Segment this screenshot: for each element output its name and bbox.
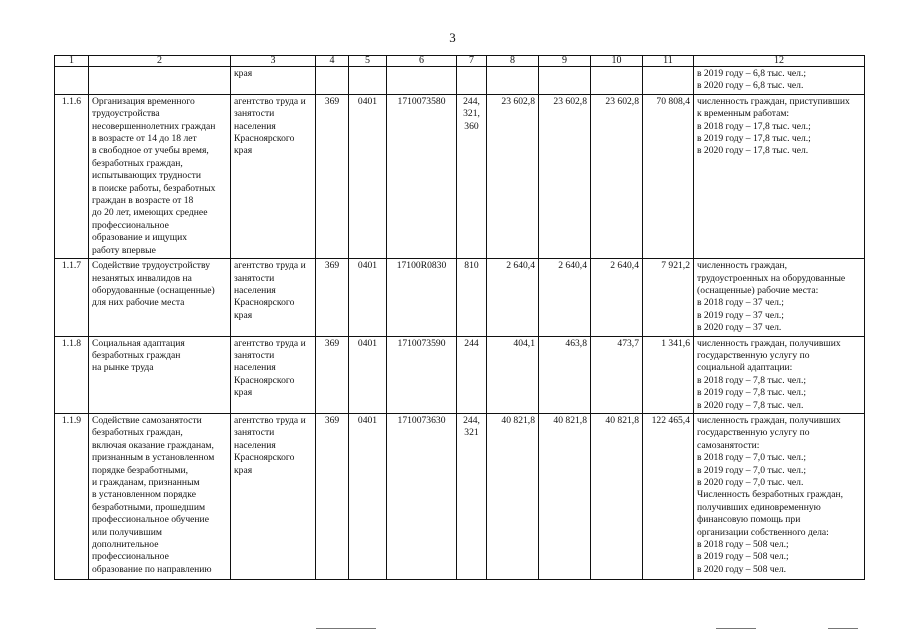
cell-amount-2019: 463,8 — [539, 336, 591, 413]
text-line: незанятых инвалидов на — [92, 272, 192, 284]
text-line: в 2019 году – 508 чел.; — [697, 551, 789, 563]
text-line: края — [234, 387, 253, 399]
cell-agency: края — [231, 67, 316, 95]
column-number-11: 11 — [643, 56, 694, 67]
text-line: безработных граждан, — [92, 157, 183, 169]
text-line: агентство труда и — [234, 95, 306, 107]
text-line: граждан в возрасте от 18 — [92, 195, 194, 207]
cell-code-section: 0401 — [349, 94, 387, 258]
cell-code-type — [457, 336, 487, 413]
text-line: (оснащенные) рабочие места: — [697, 284, 819, 296]
continuation-row — [55, 67, 865, 95]
column-number-3: 3 — [231, 56, 316, 67]
cell-amount-2018: 404,1 — [487, 336, 539, 413]
cell-amount-2020: 473,7 — [591, 336, 643, 413]
text-line: Социальная адаптация — [92, 337, 185, 349]
cell-code-section: 0401 — [349, 336, 387, 413]
cell-amount-2018: 2 640,4 — [487, 259, 539, 336]
text-line: безработных граждан — [92, 349, 181, 361]
text-line: в 2020 году – 7,8 тыс. чел. — [697, 399, 804, 411]
budget-table — [54, 55, 865, 580]
text-line: населения — [234, 439, 276, 451]
text-line: агентство труда и — [234, 414, 306, 426]
cell-indicator — [694, 94, 865, 258]
cell-amount-total: 7 921,2 — [643, 259, 694, 336]
text-line: Содействие самозанятости — [92, 414, 202, 426]
cell-agency — [231, 413, 316, 579]
text-line: социальной адаптации: — [697, 362, 793, 374]
text-line: 244, — [463, 95, 480, 107]
text-line: оборудованные (оснащенные) — [92, 284, 215, 296]
table-row — [55, 413, 865, 579]
text-line: испытывающих трудности — [92, 170, 201, 182]
cell-activity-name — [89, 336, 231, 413]
text-line: в 2019 году – 37 чел.; — [697, 309, 784, 321]
cell-amount-2020: 2 640,4 — [591, 259, 643, 336]
text-line: занятости — [234, 272, 275, 284]
text-line: профессиональное — [92, 219, 169, 231]
column-number-5: 5 — [349, 56, 387, 67]
text-line: в 2020 году – 17,8 тыс. чел. — [697, 145, 809, 157]
text-line: для них рабочие места — [92, 297, 185, 309]
table-row — [55, 336, 865, 413]
text-line: профессиональное обучение — [92, 514, 209, 526]
text-line: или получившим — [92, 526, 162, 538]
text-line: образование по направлению — [92, 563, 212, 575]
text-line: в 2020 году – 7,0 тыс. чел. — [697, 477, 804, 488]
cell-code-target: 1710073630 — [387, 413, 457, 579]
page-number: 3 — [449, 30, 456, 45]
text-line: порядке безработными, — [92, 464, 189, 476]
table-row — [55, 259, 865, 336]
text-line: края — [234, 145, 253, 157]
text-line: в 2019 году – 17,8 тыс. чел.; — [697, 133, 811, 145]
text-line: численность граждан, получивших — [697, 337, 841, 349]
cell-amount-2020: 23 602,8 — [591, 94, 643, 258]
text-line: 244 — [464, 337, 479, 349]
text-line: в 2020 году – 37 чел. — [697, 322, 782, 334]
cell-code-type — [457, 259, 487, 336]
text-line: 244, — [463, 414, 480, 426]
text-line: 360 — [464, 120, 479, 132]
cell-col-9 — [539, 67, 591, 95]
text-line: несовершеннолетних граждан — [92, 120, 216, 132]
cell-agency — [231, 336, 316, 413]
cell-col-4 — [316, 67, 349, 95]
text-line: 810 — [464, 260, 479, 272]
text-line: населения — [234, 284, 276, 296]
text-line: профессиональное — [92, 551, 169, 563]
text-line: численность граждан, — [697, 260, 788, 272]
text-line: в установленном порядке — [92, 489, 196, 501]
cell-code-grbs: 369 — [316, 259, 349, 336]
text-line: к временным работам: — [697, 108, 790, 120]
cell-indicator — [694, 336, 865, 413]
cell-amount-total: 122 465,4 — [643, 413, 694, 579]
text-line: на рынке труда — [92, 362, 154, 374]
cell-indicator — [694, 67, 865, 95]
text-line: получивших единовременную — [697, 501, 821, 513]
text-line: работу впервые — [92, 244, 156, 256]
table-row — [55, 94, 865, 258]
cell-code-type — [457, 413, 487, 579]
cell-item-number: 1.1.8 — [55, 336, 89, 413]
text-line: Красноярского — [234, 297, 295, 309]
text-line: в 2018 году – 17,8 тыс. чел.; — [697, 120, 811, 132]
text-line: в 2018 году – 7,8 тыс. чел.; — [697, 374, 807, 386]
cell-amount-2018: 23 602,8 — [487, 94, 539, 258]
text-line: трудоустройства — [92, 108, 160, 120]
text-line: Красноярского — [234, 452, 295, 464]
cell-code-section: 0401 — [349, 413, 387, 579]
text-line: населения — [234, 362, 276, 374]
cell-amount-2018: 40 821,8 — [487, 413, 539, 579]
text-line: в 2019 году – 7,0 тыс. чел.; — [697, 464, 807, 476]
column-number-10: 10 — [591, 56, 643, 67]
text-line: государственную услугу по — [697, 349, 810, 361]
text-line: Организация временного — [92, 95, 195, 107]
column-number-row — [55, 56, 865, 67]
text-line: финансовую помощь при — [697, 514, 801, 526]
cell-code-target: 17100R0830 — [387, 259, 457, 336]
cell-indicator — [694, 413, 865, 579]
text-line: самозанятости: — [697, 439, 760, 451]
text-line: численность граждан, приступивших — [697, 95, 850, 107]
text-line: безработных граждан, — [92, 427, 183, 439]
text-line: занятости — [234, 108, 275, 120]
text-line: трудоустроенных на оборудованные — [697, 272, 846, 284]
cell-item-number: 1.1.9 — [55, 413, 89, 579]
cell-amount-2020: 40 821,8 — [591, 413, 643, 579]
column-number-12: 12 — [694, 56, 865, 67]
text-line: населения — [234, 120, 276, 132]
column-number-7: 7 — [457, 56, 487, 67]
cell-indicator — [694, 259, 865, 336]
column-number-6: 6 — [387, 56, 457, 67]
text-line: края — [234, 309, 253, 321]
text-line: численность граждан, получивших — [697, 414, 841, 426]
cell-amount-2019: 2 640,4 — [539, 259, 591, 336]
cell-activity-name — [89, 94, 231, 258]
text-line: Численность безработных граждан, — [697, 489, 843, 501]
cell-activity-name — [89, 413, 231, 579]
text-line: агентство труда и — [234, 337, 306, 349]
cell-activity-name — [89, 259, 231, 336]
text-line: Содействие трудоустройству — [92, 260, 210, 272]
text-line: в поиске работы, безработных — [92, 182, 216, 194]
text-line: в 2019 году – 7,8 тыс. чел.; — [697, 387, 807, 399]
cell-col-11 — [643, 67, 694, 95]
text-line: государственную услугу по — [697, 427, 810, 439]
cell-name — [89, 67, 231, 95]
text-line: образование и ищущих — [92, 232, 188, 244]
text-line: в возрасте от 14 до 18 лет — [92, 133, 197, 145]
text-line: 321, — [463, 108, 480, 120]
cell-code-section: 0401 — [349, 259, 387, 336]
column-number-9: 9 — [539, 56, 591, 67]
text-line: агентство труда и — [234, 260, 306, 272]
cell-code-type — [457, 94, 487, 258]
text-line: и гражданам, признанным — [92, 477, 200, 488]
text-line: 321 — [464, 427, 479, 439]
cell-col-8 — [487, 67, 539, 95]
column-number-2: 2 — [89, 56, 231, 67]
text-line: дополнительное — [92, 539, 159, 551]
cell-code-target: 1710073590 — [387, 336, 457, 413]
scan-edge-marks — [0, 628, 905, 640]
text-line: занятости — [234, 427, 275, 439]
text-line: безработными, прошедшим — [92, 501, 206, 513]
cell-amount-total: 1 341,6 — [643, 336, 694, 413]
text-line: признанным в установленном — [92, 452, 215, 464]
cell-agency — [231, 259, 316, 336]
column-number-4: 4 — [316, 56, 349, 67]
text-line: в 2018 году – 508 чел.; — [697, 539, 789, 551]
text-line: в 2018 году – 7,0 тыс. чел.; — [697, 452, 807, 464]
column-number-8: 8 — [487, 56, 539, 67]
cell-amount-total: 70 808,4 — [643, 94, 694, 258]
text-line: включая оказание гражданам, — [92, 439, 214, 451]
cell-col-5 — [349, 67, 387, 95]
text-line: организации собственного дела: — [697, 526, 829, 538]
text-line: занятости — [234, 349, 275, 361]
cell-item-number: 1.1.7 — [55, 259, 89, 336]
cell-amount-2019: 40 821,8 — [539, 413, 591, 579]
cell-code-grbs: 369 — [316, 336, 349, 413]
text-line: Красноярского — [234, 133, 295, 145]
cell-code-grbs: 369 — [316, 94, 349, 258]
cell-item-number: 1.1.6 — [55, 94, 89, 258]
text-line: Красноярского — [234, 374, 295, 386]
text-line: до 20 лет, имеющих среднее — [92, 207, 208, 219]
cell-agency — [231, 94, 316, 258]
cell-col-7 — [457, 67, 487, 95]
cell-number — [55, 67, 89, 95]
cell-col-10 — [591, 67, 643, 95]
cell-code-target: 1710073580 — [387, 94, 457, 258]
cell-code-grbs: 369 — [316, 413, 349, 579]
cell-col-6 — [387, 67, 457, 95]
text-line: края — [234, 464, 253, 476]
text-line: в свободное от учебы время, — [92, 145, 209, 157]
cell-amount-2019: 23 602,8 — [539, 94, 591, 258]
column-number-1: 1 — [55, 56, 89, 67]
text-line: в 2020 году – 6,8 тыс. чел. — [697, 80, 804, 92]
text-line: в 2019 году – 6,8 тыс. чел.; — [697, 68, 807, 79]
text-line: в 2018 году – 37 чел.; — [697, 297, 784, 309]
text-line: в 2020 году – 508 чел. — [697, 563, 787, 575]
